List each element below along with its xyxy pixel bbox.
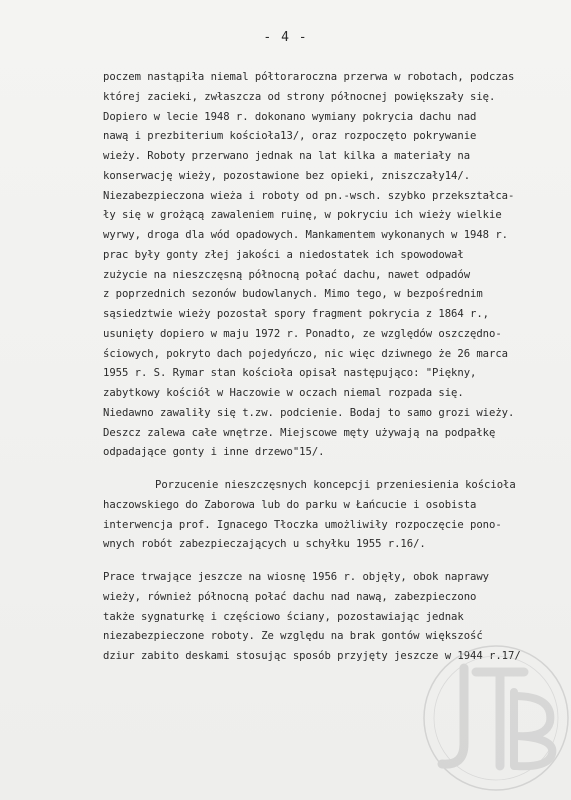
- text-line: sąsiedztwie wieży pozostał spory fragment pokrycia z 1864 r.,: [103, 308, 490, 320]
- text-line: poczem nastąpiła niemal półtoraroczna przerwa w robotach, podczas: [103, 71, 515, 83]
- text-line: prac były gonty złej jakości a niedostatek ich spowodował: [103, 248, 464, 261]
- text-line: niezabezpieczone roboty. Ze względu na brak gontów większość: [103, 630, 483, 643]
- text-line: ły się w grożącą zawaleniem ruinę, w pokryciu ich wieży wielkie: [103, 209, 502, 222]
- text-line: Deszcz zalewa całe wnętrze. Miejscowe męty używają na podpałkę: [103, 426, 496, 439]
- paragraph-gap: [103, 463, 571, 476]
- text-line: zabytkowy kościół w Haczowie w oczach niemal rozpada się.: [103, 387, 464, 399]
- text-line: wyrwy, droga dla wód opadowych. Mankamentem wykonanych w 1948 r.: [103, 229, 508, 241]
- text-line: wieży. Roboty przerwano jednak na lat kilka a materiały na: [103, 150, 471, 162]
- text-line: konserwację wieży, pozostawione bez opieki, zniszczały14/.: [103, 169, 471, 182]
- text-line: z poprzednich sezonów budowlanych. Mimo tego, w bezpośrednim: [103, 288, 483, 301]
- text-line: 1955 r. S. Rymar stan kościoła opisał następująco: "Piękny,: [103, 367, 477, 380]
- text-line: której zacieki, zwłaszcza od strony północnej powiększały się.: [103, 90, 496, 103]
- text-line: interwencja prof. Ignacego Tłoczka umożliwiły rozpoczęcie pono-: [103, 518, 502, 531]
- text-line: Niezabezpieczona wieża i roboty od pn.-wsch. szybko przekształca-: [103, 189, 515, 202]
- text-line: ściowych, pokryto dach pojedyńczo, nic więc dziwnego że 26 marca: [103, 347, 508, 360]
- text-line: także sygnaturkę i częściowo ściany, pozostawiając jednak: [103, 610, 464, 623]
- text-line: zużycie na nieszczęsną północną połać dachu, nawet odpadów: [103, 268, 471, 281]
- text-line: odpadające gonty i inne drzewo"15/.: [103, 446, 325, 459]
- document-body: [103, 68, 571, 667]
- text-line: usunięty dopiero w maju 1972 r. Ponadto, ze względów oszczędno-: [103, 327, 502, 340]
- text-line: wieży, również północną połać dachu nad nawą, zabezpieczono: [103, 590, 477, 603]
- text-line: Porzucenie nieszczęsnych koncepcji przeniesienia kościoła: [155, 479, 516, 491]
- text-line: nawą i prezbiterium kościoła13/, oraz rozpoczęto pokrywanie: [103, 130, 477, 143]
- text-line: Dopiero w lecie 1948 r. dokonano wymiany pokrycia dachu nad: [103, 110, 477, 123]
- text-line: haczowskiego do Zaborowa lub do parku w Łańcucie i osobista: [103, 498, 477, 511]
- paragraph-gap: [103, 555, 571, 568]
- text-line: dziur zabito deskami stosując sposób przyjęty jeszcze w 1944 r.17/: [103, 650, 521, 662]
- text-line: Prace trwające jeszcze na wiosnę 1956 r. objęły, obok naprawy: [103, 571, 490, 583]
- page-number: - 4 -: [263, 30, 308, 45]
- text-line: wnych robót zabezpieczających u schyłku 1955 r.16/.: [103, 538, 426, 551]
- text-line: Niedawno zawaliły się t.zw. podcienie. Bodaj to samo grozi wieży.: [103, 406, 515, 419]
